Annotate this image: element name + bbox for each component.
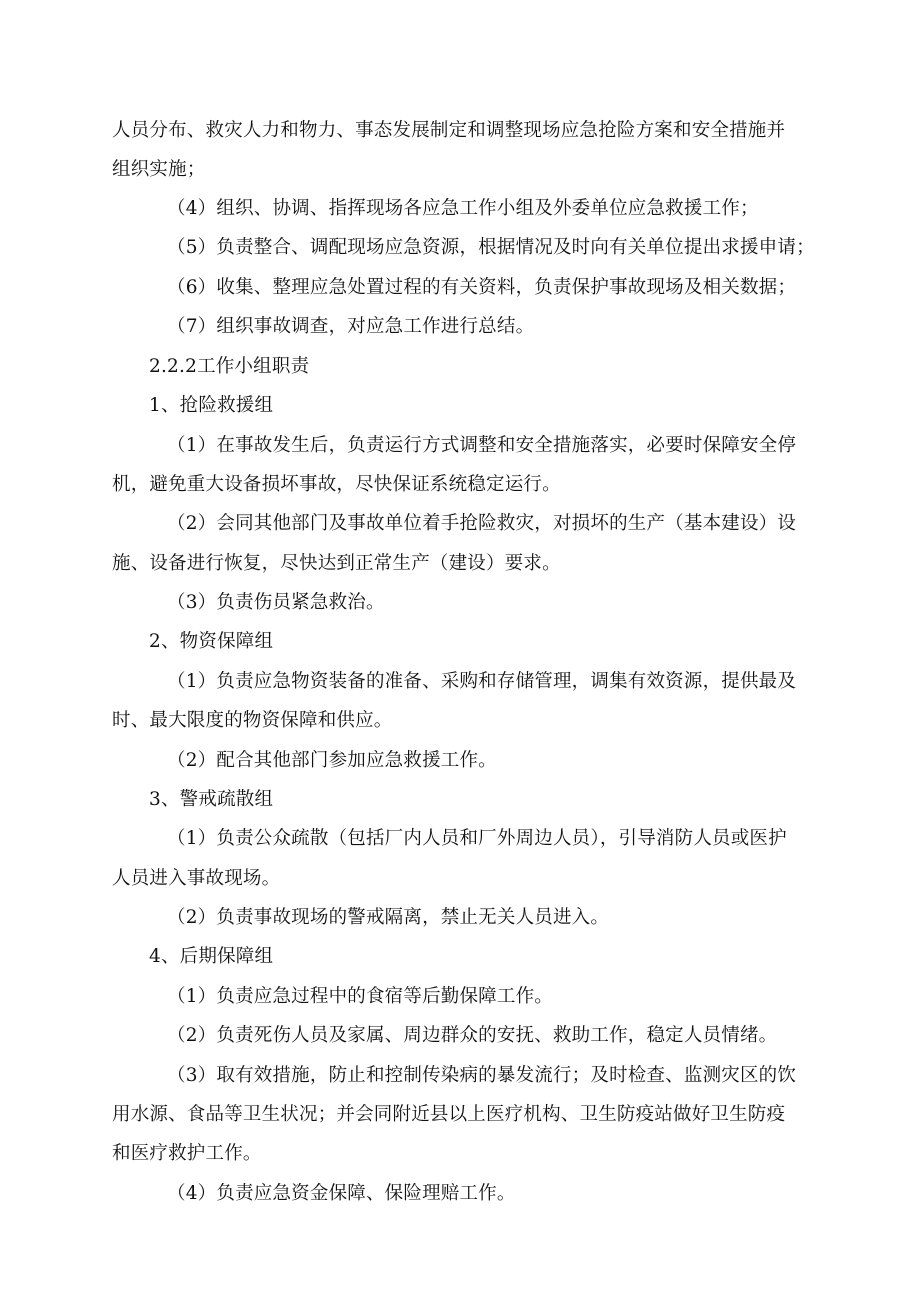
section-heading: 2.2.2工作小组职责 [149, 356, 310, 377]
subsection-heading: 2、物资保障组 [149, 631, 274, 652]
list-item: （5）负责整合、调配现场应急资源，根据情况及时向有关单位提出求援申请； [167, 237, 815, 258]
list-item: （1）负责应急过程中的食宿等后勤保障工作。 [167, 986, 553, 1007]
subsection-heading: 1、抢险救援组 [149, 395, 274, 416]
list-item: （1）负责应急物资装备的准备、采购和存储管理，调集有效资源，提供最及 [167, 671, 797, 692]
subsection-heading: 4、后期保障组 [149, 946, 274, 967]
subsection-heading: 3、警戒疏散组 [149, 789, 274, 810]
list-item: （7）组织事故调查，对应急工作进行总结。 [167, 316, 535, 337]
paragraph-line: 用水源、食品等卫生状况；并会同附近县以上医疗机构、卫生防疫站做好卫生防疫 [112, 1104, 786, 1125]
paragraph-line: 和医疗救护工作。 [112, 1143, 262, 1164]
paragraph-line: 时、最大限度的物资保障和供应。 [112, 710, 393, 731]
list-item: （2）会同其他部门及事故单位着手抢险救灾，对损坏的生产（基本建设）设 [167, 513, 797, 534]
list-item: （2）负责死伤人员及家属、周边群众的安抚、救助工作，稳定人员情绪。 [167, 1025, 778, 1046]
list-item: （4）负责应急资金保障、保险理赔工作。 [167, 1183, 516, 1204]
list-item: （1）负责公众疏散（包括厂内人员和厂外周边人员），引导消防人员或医护 [167, 828, 787, 849]
paragraph-line: 人员进入事故现场。 [112, 868, 281, 889]
list-item: （2）配合其他部门参加应急救援工作。 [167, 750, 497, 771]
list-item: （4）组织、协调、指挥现场各应急工作小组及外委单位应急救援工作； [167, 198, 759, 219]
paragraph-line: 组织实施； [112, 159, 206, 180]
list-item: （3）负责伤员紧急救治。 [167, 592, 385, 613]
paragraph-line: 人员分布、救灾人力和物力、事态发展制定和调整现场应急抢险方案和安全措施并 [112, 120, 786, 141]
paragraph-line: 机，避免重大设备损坏事故，尽快保证系统稳定运行。 [112, 474, 561, 495]
paragraph-line: 施、设备进行恢复，尽快达到正常生产（建设）要求。 [112, 553, 561, 574]
list-item: （6）收集、整理应急处置过程的有关资料，负责保护事故现场及相关数据； [167, 277, 797, 298]
list-item: （2）负责事故现场的警戒隔离，禁止无关人员进入。 [167, 907, 610, 928]
list-item: （3）取有效措施，防止和控制传染病的暴发流行；及时检查、监测灾区的饮 [167, 1065, 797, 1086]
list-item: （1）在事故发生后，负责运行方式调整和安全措施落实，必要时保障安全停 [167, 435, 797, 456]
